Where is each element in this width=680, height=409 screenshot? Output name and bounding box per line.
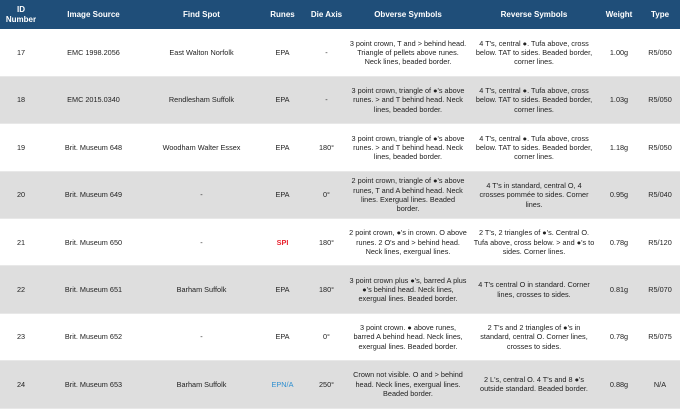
cell-runes: EPA <box>258 266 307 313</box>
cell-id: 20 <box>0 171 42 218</box>
cell-id: 24 <box>0 361 42 408</box>
cell-source: Brit. Museum 653 <box>42 361 145 408</box>
cell-runes: EPA <box>258 313 307 360</box>
table-row <box>0 313 680 360</box>
cell-findspot: - <box>145 313 258 360</box>
table-row <box>0 29 680 76</box>
cell-id: 21 <box>0 219 42 266</box>
cell-id: 17 <box>0 29 42 76</box>
cell-findspot: - <box>145 219 258 266</box>
cell-reverse: 4 T's, central ●. Tufa above, cross below. TAT to sides. Beaded border, corner lines. <box>470 76 598 123</box>
cell-reverse: 2 T's, 2 triangles of ●'s. Central O. Tufa above, cross below. > and ●'s to sides. Corner lines. <box>470 219 598 266</box>
cell-source: Brit. Museum 649 <box>42 171 145 218</box>
cell-source: Brit. Museum 651 <box>42 266 145 313</box>
cell-reverse: 2 L's, central O. 4 T's and 8 ●'s outside standard. Beaded border. <box>470 361 598 408</box>
cell-id: 22 <box>0 266 42 313</box>
cell-weight: 0.95g <box>598 171 640 218</box>
table-row <box>0 76 680 123</box>
cell-weight: 1.18g <box>598 124 640 171</box>
table-row <box>0 124 680 171</box>
header-obverse: Obverse Symbols <box>374 9 442 19</box>
cell-obverse: 2 point crown, triangle of ●'s above runes, T and A behind head. Neck lines. Exergual lines. Beaded border. <box>346 171 470 218</box>
cell-obverse: 3 point crown. ● above runes, barred A behind head. Neck lines, exergual lines. Beaded border. <box>346 313 470 360</box>
cell-type: N/A <box>640 361 680 408</box>
header-die-axis: Die Axis <box>310 9 343 19</box>
cell-source: Brit. Museum 652 <box>42 313 145 360</box>
cell-reverse: 4 T's in standard, central O, 4 crosses pommée to sides. Corner lines. <box>470 171 598 218</box>
cell-runes: EPA <box>258 29 307 76</box>
cell-obverse: 2 point crown, ●'s in crown. O above runes. 2 O's and > behind head. Neck lines, exergual lines. <box>346 219 470 266</box>
table-row <box>0 361 680 408</box>
cell-obverse: 3 point crown plus ●'s, barred A plus ●'s behind head. Neck lines, exergual lines. Beaded border. <box>346 266 470 313</box>
header-id: ID Number <box>5 5 37 24</box>
cell-die-axis: 180° <box>307 266 346 313</box>
cell-type: R5/050 <box>640 124 680 171</box>
cell-type: R5/050 <box>640 29 680 76</box>
cell-findspot: Barham Suffolk <box>145 266 258 313</box>
cell-weight: 0.78g <box>598 219 640 266</box>
cell-weight: 0.78g <box>598 313 640 360</box>
cell-die-axis: 180° <box>307 219 346 266</box>
cell-runes: EPA <box>258 124 307 171</box>
header-reverse: Reverse Symbols <box>500 9 568 19</box>
cell-runes: EPA <box>258 171 307 218</box>
cell-reverse: 4 T's central O in standard. Corner lines, crosses to sides. <box>470 266 598 313</box>
cell-findspot: East Walton Norfolk <box>145 29 258 76</box>
header-runes: Runes <box>270 9 295 19</box>
cell-obverse: Crown not visible. O and > behind head. Neck lines, exergual lines. Beaded border. <box>346 361 470 408</box>
cell-obverse: 3 point crown, triangle of ●'s above runes. > and T behind head. Neck lines, beaded border. <box>346 76 470 123</box>
table-header <box>0 0 680 29</box>
cell-die-axis: 180° <box>307 124 346 171</box>
cell-id: 23 <box>0 313 42 360</box>
cell-reverse: 4 T's, central ●. Tufa above, cross below. TAT to sides. Beaded border, corner lines. <box>470 124 598 171</box>
cell-reverse: 2 T's and 2 triangles of ●'s in standard, central O. Corner lines, crosses to sides. <box>470 313 598 360</box>
table-row <box>0 266 680 313</box>
cell-type: R5/120 <box>640 219 680 266</box>
header-findspot: Find Spot <box>183 9 220 19</box>
cell-reverse: 4 T's, central ●. Tufa above, cross below. TAT to sides. Beaded border, corner lines. <box>470 29 598 76</box>
cell-runes: EPN/A <box>258 361 307 408</box>
cell-source: EMC 2015.0340 <box>42 76 145 123</box>
header-row <box>0 0 680 29</box>
header-weight: Weight <box>605 9 633 19</box>
cell-die-axis: 0° <box>307 313 346 360</box>
cell-runes: EPA <box>258 76 307 123</box>
cell-findspot: Barham Suffolk <box>145 361 258 408</box>
cell-weight: 1.00g <box>598 29 640 76</box>
cell-weight: 1.03g <box>598 76 640 123</box>
cell-runes: SPI <box>258 219 307 266</box>
cell-source: Brit. Museum 650 <box>42 219 145 266</box>
cell-type: R5/050 <box>640 76 680 123</box>
cell-type: R5/070 <box>640 266 680 313</box>
cell-die-axis: - <box>307 29 346 76</box>
header-type: Type <box>650 9 670 19</box>
cell-obverse: 3 point crown, triangle of ●'s above runes. > and T behind head. Neck lines, beaded border. <box>346 124 470 171</box>
cell-id: 19 <box>0 124 42 171</box>
cell-findspot: - <box>145 171 258 218</box>
cell-die-axis: 0° <box>307 171 346 218</box>
cell-findspot: Rendlesham Suffolk <box>145 76 258 123</box>
cell-source: EMC 1998.2056 <box>42 29 145 76</box>
table-body <box>0 29 680 408</box>
cell-die-axis: 250° <box>307 361 346 408</box>
cell-weight: 0.88g <box>598 361 640 408</box>
cell-source: Brit. Museum 648 <box>42 124 145 171</box>
cell-type: R5/040 <box>640 171 680 218</box>
table-row <box>0 171 680 218</box>
cell-weight: 0.81g <box>598 266 640 313</box>
header-source: Image Source <box>67 9 120 19</box>
cell-type: R5/075 <box>640 313 680 360</box>
cell-findspot: Woodham Walter Essex <box>145 124 258 171</box>
cell-die-axis: - <box>307 76 346 123</box>
cell-obverse: 3 point crown, T and > behind head. Triangle of pellets above runes. Neck lines, beaded border. <box>346 29 470 76</box>
cell-id: 18 <box>0 76 42 123</box>
table-row <box>0 219 680 266</box>
